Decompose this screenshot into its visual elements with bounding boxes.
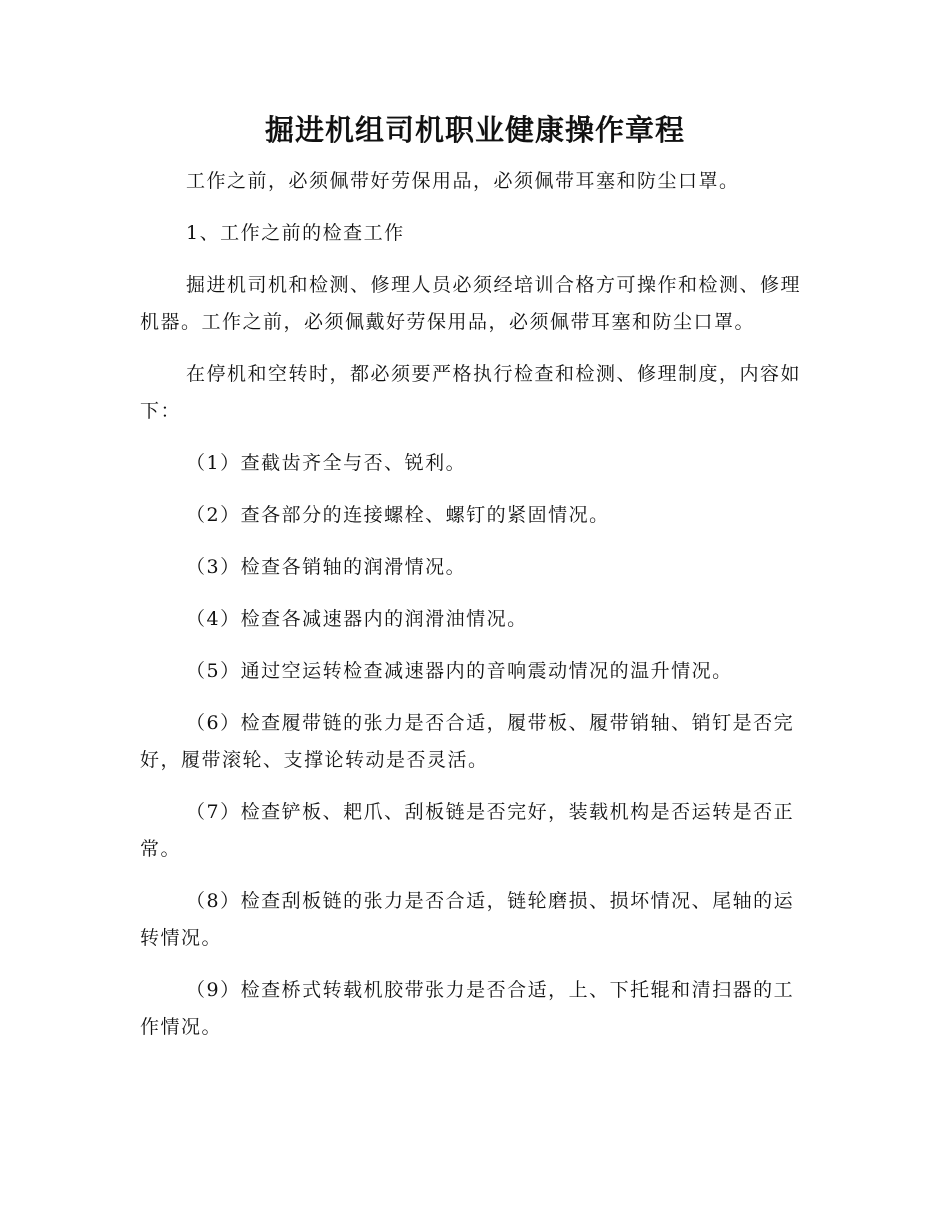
page-title: 掘进机组司机职业健康操作章程 bbox=[264, 113, 685, 147]
list-item: （2）查各部分的连接螺栓、螺钉的紧固情况。 bbox=[186, 504, 610, 526]
paragraph-inspection-rules: 在停机和空转时，都必须要严格执行检查和检测、修理制度，内容如下： bbox=[140, 363, 802, 422]
list-item: （3）检查各销轴的润滑情况。 bbox=[186, 556, 467, 578]
paragraph-training: 掘进机司机和检测、修理人员必须经培训合格方可操作和检测、修理机器。工作之前，必须佩戴好劳保用品，必须佩带耳塞和防尘口罩。 bbox=[140, 274, 802, 333]
list-item: （1）查截齿齐全与否、锐利。 bbox=[186, 452, 467, 474]
list-item: （6）检查履带链的张力是否合适，履带板、履带销轴、销钉是否完好，履带滚轮、支撑论转动是否灵活。 bbox=[140, 712, 795, 771]
list-item: （4）检查各减速器内的润滑油情况。 bbox=[186, 608, 528, 630]
section-heading-pre-work-check: 1、工作之前的检查工作 bbox=[186, 222, 405, 244]
list-item: （9）检查桥式转载机胶带张力是否合适，上、下托辊和清扫器的工作情况。 bbox=[140, 979, 795, 1038]
document-body bbox=[140, 163, 810, 1061]
list-item: （7）检查铲板、耙爪、刮板链是否完好，装载机构是否运转是否正常。 bbox=[140, 801, 795, 860]
list-item: （8）检查刮板链的张力是否合适，链轮磨损、损坏情况、尾轴的运转情况。 bbox=[140, 890, 795, 949]
list-item: （5）通过空运转检查减速器内的音响震动情况的温升情况。 bbox=[186, 660, 733, 682]
paragraph-intro: 工作之前，必须佩带好劳保用品，必须佩带耳塞和防尘口罩。 bbox=[186, 170, 740, 192]
